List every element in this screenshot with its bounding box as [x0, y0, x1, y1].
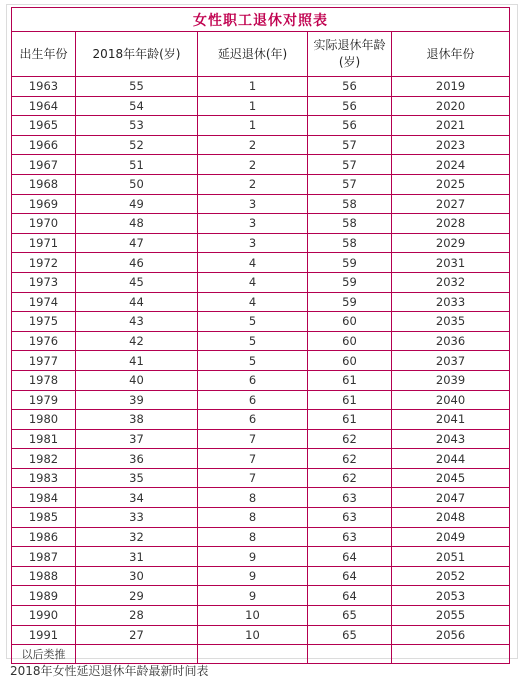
cell-age-2018: 51 [76, 155, 198, 175]
cell-delay-years: 9 [198, 586, 308, 606]
cell-retirement-year: 2020 [392, 96, 510, 116]
cell-birth-year: 1989 [12, 586, 76, 606]
table-row [12, 527, 510, 547]
cell-delay-years: 3 [198, 194, 308, 214]
cell-actual-retirement-age: 60 [308, 351, 392, 371]
cell-birth-year: 1969 [12, 194, 76, 214]
cell-delay-years: 4 [198, 272, 308, 292]
cell-birth-year: 1984 [12, 488, 76, 508]
cell-delay-years: 3 [198, 233, 308, 253]
cell-delay-years: 4 [198, 292, 308, 312]
table-row [12, 429, 510, 449]
cell-actual-retirement-age: 64 [308, 566, 392, 586]
table-row [12, 272, 510, 292]
cell-birth-year: 1963 [12, 77, 76, 97]
header-birth-year: 出生年份 [12, 32, 76, 77]
cell-actual-retirement-age: 64 [308, 547, 392, 567]
cell-birth-year: 1970 [12, 214, 76, 234]
cell-delay-years: 2 [198, 135, 308, 155]
cell-delay-years: 9 [198, 547, 308, 567]
cell-age-2018: 34 [76, 488, 198, 508]
cell-age-2018: 40 [76, 370, 198, 390]
cell-birth-year: 1964 [12, 96, 76, 116]
cell-actual-retirement-age: 57 [308, 155, 392, 175]
cell-retirement-year: 2040 [392, 390, 510, 410]
cell-age-2018: 53 [76, 116, 198, 136]
cell-birth-year: 1988 [12, 566, 76, 586]
table-row [12, 155, 510, 175]
cell-actual-retirement-age: 58 [308, 194, 392, 214]
cell-delay-years: 1 [198, 116, 308, 136]
cell-age-2018: 43 [76, 312, 198, 332]
cell-retirement-year: 2025 [392, 174, 510, 194]
footer-empty-cell [76, 645, 198, 664]
cell-age-2018: 31 [76, 547, 198, 567]
cell-retirement-year: 2055 [392, 606, 510, 626]
cell-retirement-year: 2023 [392, 135, 510, 155]
cell-actual-retirement-age: 59 [308, 292, 392, 312]
header-age-2018: 2018年年龄(岁) [76, 32, 198, 77]
cell-actual-retirement-age: 60 [308, 312, 392, 332]
cell-age-2018: 39 [76, 390, 198, 410]
cell-birth-year: 1982 [12, 449, 76, 469]
cell-retirement-year: 2035 [392, 312, 510, 332]
cell-age-2018: 38 [76, 410, 198, 430]
table-body [12, 77, 510, 664]
cell-delay-years: 5 [198, 331, 308, 351]
table-row [12, 606, 510, 626]
cell-age-2018: 44 [76, 292, 198, 312]
cell-retirement-year: 2041 [392, 410, 510, 430]
cell-retirement-year: 2043 [392, 429, 510, 449]
cell-birth-year: 1986 [12, 527, 76, 547]
table-row [12, 449, 510, 469]
cell-retirement-year: 2033 [392, 292, 510, 312]
cell-birth-year: 1968 [12, 174, 76, 194]
cell-retirement-year: 2037 [392, 351, 510, 371]
table-footer-row [12, 645, 510, 664]
cell-birth-year: 1979 [12, 390, 76, 410]
cell-actual-retirement-age: 56 [308, 96, 392, 116]
cell-age-2018: 55 [76, 77, 198, 97]
cell-birth-year: 1991 [12, 625, 76, 645]
cell-delay-years: 2 [198, 155, 308, 175]
cell-actual-retirement-age: 63 [308, 527, 392, 547]
table-header-row [12, 32, 510, 77]
cell-delay-years: 6 [198, 410, 308, 430]
table-row [12, 331, 510, 351]
cell-delay-years: 6 [198, 370, 308, 390]
table-row [12, 96, 510, 116]
table-row [12, 547, 510, 567]
cell-retirement-year: 2039 [392, 370, 510, 390]
header-delay-years: 延迟退休(年) [198, 32, 308, 77]
cell-age-2018: 35 [76, 468, 198, 488]
cell-age-2018: 50 [76, 174, 198, 194]
cell-actual-retirement-age: 62 [308, 429, 392, 449]
cell-actual-retirement-age: 63 [308, 508, 392, 528]
cell-birth-year: 1971 [12, 233, 76, 253]
cell-retirement-year: 2019 [392, 77, 510, 97]
table-row [12, 370, 510, 390]
cell-retirement-year: 2029 [392, 233, 510, 253]
cell-actual-retirement-age: 61 [308, 410, 392, 430]
cell-age-2018: 29 [76, 586, 198, 606]
cell-delay-years: 1 [198, 77, 308, 97]
cell-delay-years: 7 [198, 468, 308, 488]
cell-age-2018: 27 [76, 625, 198, 645]
cell-retirement-year: 2028 [392, 214, 510, 234]
cell-retirement-year: 2049 [392, 527, 510, 547]
table-row [12, 625, 510, 645]
table-row [12, 488, 510, 508]
cell-actual-retirement-age: 57 [308, 174, 392, 194]
cell-actual-retirement-age: 61 [308, 390, 392, 410]
cell-age-2018: 46 [76, 253, 198, 273]
cell-actual-retirement-age: 59 [308, 272, 392, 292]
table-row [12, 116, 510, 136]
cell-retirement-year: 2045 [392, 468, 510, 488]
cell-retirement-year: 2027 [392, 194, 510, 214]
cell-birth-year: 1967 [12, 155, 76, 175]
image-caption: 2018年女性延迟退休年龄最新时间表 [10, 664, 209, 678]
table-row [12, 214, 510, 234]
cell-delay-years: 6 [198, 390, 308, 410]
cell-age-2018: 45 [76, 272, 198, 292]
cell-retirement-year: 2024 [392, 155, 510, 175]
cell-age-2018: 32 [76, 527, 198, 547]
cell-age-2018: 33 [76, 508, 198, 528]
table-row [12, 586, 510, 606]
footer-empty-cell [198, 645, 308, 664]
cell-retirement-year: 2053 [392, 586, 510, 606]
cell-birth-year: 1981 [12, 429, 76, 449]
table-title-row [12, 8, 510, 32]
cell-retirement-year: 2047 [392, 488, 510, 508]
cell-delay-years: 9 [198, 566, 308, 586]
footer-empty-cell [308, 645, 392, 664]
cell-actual-retirement-age: 56 [308, 116, 392, 136]
cell-retirement-year: 2048 [392, 508, 510, 528]
table-row [12, 135, 510, 155]
cell-age-2018: 47 [76, 233, 198, 253]
cell-age-2018: 54 [76, 96, 198, 116]
table-row [12, 410, 510, 430]
cell-birth-year: 1990 [12, 606, 76, 626]
cell-delay-years: 5 [198, 351, 308, 371]
cell-actual-retirement-age: 65 [308, 606, 392, 626]
header-actual-retirement-age-label: 实际退休年龄(岁) [313, 38, 386, 69]
cell-actual-retirement-age: 59 [308, 253, 392, 273]
table-row [12, 194, 510, 214]
table-title: 女性职工退休对照表 [12, 8, 510, 32]
table-row [12, 468, 510, 488]
cell-delay-years: 8 [198, 508, 308, 528]
cell-retirement-year: 2044 [392, 449, 510, 469]
footer-empty-cell [392, 645, 510, 664]
cell-delay-years: 10 [198, 625, 308, 645]
table-row [12, 292, 510, 312]
table-row [12, 351, 510, 371]
cell-birth-year: 1976 [12, 331, 76, 351]
cell-birth-year: 1977 [12, 351, 76, 371]
table-row [12, 390, 510, 410]
cell-actual-retirement-age: 60 [308, 331, 392, 351]
cell-retirement-year: 2031 [392, 253, 510, 273]
cell-retirement-year: 2051 [392, 547, 510, 567]
cell-actual-retirement-age: 58 [308, 233, 392, 253]
cell-age-2018: 28 [76, 606, 198, 626]
table-row [12, 566, 510, 586]
header-actual-retirement-age [308, 32, 392, 77]
cell-actual-retirement-age: 62 [308, 468, 392, 488]
cell-actual-retirement-age: 62 [308, 449, 392, 469]
cell-birth-year: 1965 [12, 116, 76, 136]
cell-actual-retirement-age: 61 [308, 370, 392, 390]
cell-age-2018: 30 [76, 566, 198, 586]
cell-birth-year: 1975 [12, 312, 76, 332]
table-row [12, 253, 510, 273]
cell-age-2018: 52 [76, 135, 198, 155]
cell-birth-year: 1985 [12, 508, 76, 528]
cell-age-2018: 49 [76, 194, 198, 214]
cell-delay-years: 3 [198, 214, 308, 234]
cell-age-2018: 36 [76, 449, 198, 469]
table-row [12, 312, 510, 332]
cell-delay-years: 10 [198, 606, 308, 626]
cell-birth-year: 1966 [12, 135, 76, 155]
cell-birth-year: 1987 [12, 547, 76, 567]
table-row [12, 508, 510, 528]
cell-actual-retirement-age: 64 [308, 586, 392, 606]
cell-age-2018: 42 [76, 331, 198, 351]
cell-retirement-year: 2021 [392, 116, 510, 136]
cell-birth-year: 1983 [12, 468, 76, 488]
cell-actual-retirement-age: 57 [308, 135, 392, 155]
cell-delay-years: 8 [198, 527, 308, 547]
table-row [12, 77, 510, 97]
cell-actual-retirement-age: 56 [308, 77, 392, 97]
cell-delay-years: 4 [198, 253, 308, 273]
cell-retirement-year: 2032 [392, 272, 510, 292]
table-row [12, 174, 510, 194]
cell-delay-years: 8 [198, 488, 308, 508]
cell-birth-year: 1974 [12, 292, 76, 312]
cell-delay-years: 5 [198, 312, 308, 332]
cell-birth-year: 1980 [12, 410, 76, 430]
cell-birth-year: 1978 [12, 370, 76, 390]
cell-age-2018: 37 [76, 429, 198, 449]
footer-note: 以后类推 [12, 645, 76, 664]
cell-delay-years: 1 [198, 96, 308, 116]
cell-birth-year: 1972 [12, 253, 76, 273]
cell-delay-years: 2 [198, 174, 308, 194]
cell-age-2018: 48 [76, 214, 198, 234]
retirement-table [11, 7, 510, 664]
cell-delay-years: 7 [198, 429, 308, 449]
cell-birth-year: 1973 [12, 272, 76, 292]
cell-delay-years: 7 [198, 449, 308, 469]
cell-actual-retirement-age: 65 [308, 625, 392, 645]
cell-retirement-year: 2056 [392, 625, 510, 645]
cell-actual-retirement-age: 63 [308, 488, 392, 508]
cell-actual-retirement-age: 58 [308, 214, 392, 234]
header-retirement-year: 退休年份 [392, 32, 510, 77]
table-row [12, 233, 510, 253]
cell-retirement-year: 2036 [392, 331, 510, 351]
cell-retirement-year: 2052 [392, 566, 510, 586]
cell-age-2018: 41 [76, 351, 198, 371]
